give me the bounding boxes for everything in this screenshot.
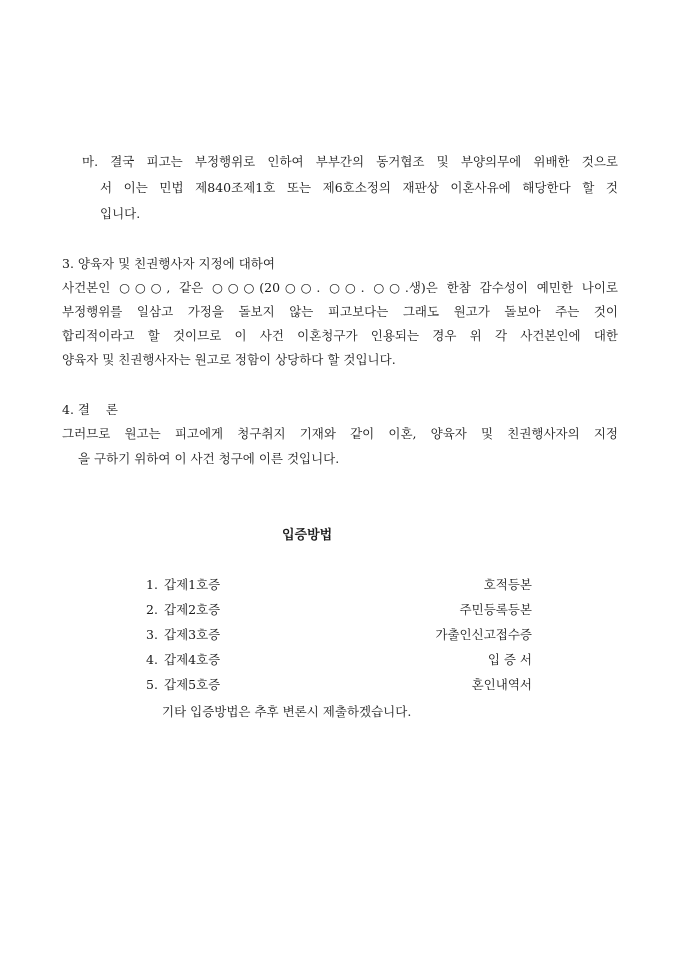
section-3-line-2: 부정행위를 일삼고 가정을 돌보지 않는 피고보다는 그래도 원고가 돌보아 주는 것이 — [62, 304, 618, 319]
evidence-item — [146, 652, 532, 668]
evidence-number: 1. — [146, 577, 158, 592]
evidence-code: 갑제2호증 — [164, 602, 221, 617]
section-4-line-2: 을 구하기 위하여 이 사건 청구에 이른 것입니다. — [78, 451, 340, 466]
section-3-line-1: 사건본인 ○○○, 같은 ○○○(20○○. ○○. ○○.생)은 한참 감수성이 예민한 나이로 — [62, 280, 618, 295]
evidence-item — [146, 577, 532, 593]
evidence-item — [146, 627, 532, 643]
evidence-document: 혼인내역서 — [471, 677, 532, 692]
section-4-title: 4. 결 론 — [62, 402, 118, 417]
evidence-document: 가출인신고접수증 — [435, 627, 532, 642]
evidence-item — [146, 677, 532, 693]
evidence-number: 5. — [146, 677, 158, 692]
section-ma-line-2: 서 이는 민법 제840조제1호 또는 제6호소정의 재판상 이혼사유에 해당한다 할 것 — [100, 180, 618, 195]
section-ma-line-1: 마. 결국 피고는 부정행위로 인하여 부부간의 동거협조 및 부양의무에 위배한 것으로 — [82, 154, 618, 169]
evidence-code: 갑제5호증 — [164, 677, 221, 692]
section-3-line-3: 합리적이라고 할 것이므로 이 사건 이혼청구가 인용되는 경우 위 각 사건본인에 대한 — [62, 328, 618, 343]
evidence-document: 입 증 서 — [487, 652, 532, 667]
section-3-title: 3. 양육자 및 친권행사자 지정에 대하여 — [62, 256, 275, 271]
evidence-code: 갑제3호증 — [164, 627, 221, 642]
evidence-code: 갑제4호증 — [164, 652, 221, 667]
evidence-code: 갑제1호증 — [164, 577, 221, 592]
evidence-number: 4. — [146, 652, 158, 667]
evidence-number: 3. — [146, 627, 158, 642]
evidence-item — [146, 602, 532, 618]
evidence-document: 호적등본 — [483, 577, 532, 592]
evidence-heading: 입증방법 — [282, 528, 333, 543]
evidence-document: 주민등록등본 — [459, 602, 532, 617]
evidence-number: 2. — [146, 602, 158, 617]
section-4-line-1: 그러므로 원고는 피고에게 청구취지 기재와 같이 이혼, 양육자 및 친권행사자의 지정 — [62, 426, 618, 441]
evidence-note: 기타 입증방법은 추후 변론시 제출하겠습니다. — [162, 704, 412, 719]
section-ma-line-3: 입니다. — [100, 206, 141, 221]
section-3-line-4: 양육자 및 친권행사자는 원고로 정함이 상당하다 할 것입니다. — [62, 352, 396, 367]
